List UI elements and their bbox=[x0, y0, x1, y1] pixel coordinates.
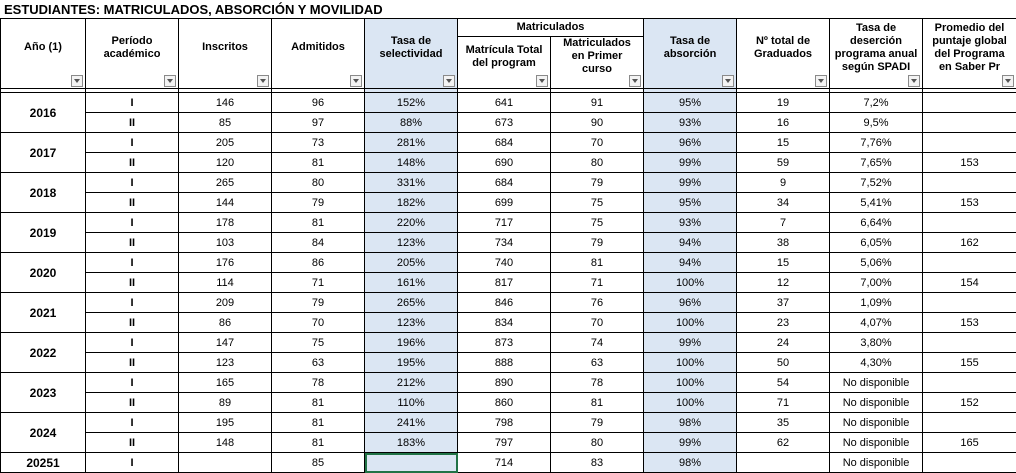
selectividad-cell[interactable]: 123% bbox=[365, 233, 458, 253]
inscritos-cell[interactable]: 178 bbox=[179, 213, 272, 233]
graduados-cell[interactable]: 23 bbox=[737, 313, 830, 333]
period-cell[interactable]: I bbox=[86, 213, 179, 233]
year-cell[interactable]: 2024 bbox=[1, 413, 86, 453]
selectividad-cell[interactable]: 212% bbox=[365, 373, 458, 393]
table-row bbox=[1, 193, 1016, 213]
filter-dropdown-icon[interactable] bbox=[164, 75, 176, 87]
header-inscritos[interactable]: Inscritos bbox=[179, 19, 272, 89]
inscritos-cell[interactable]: 89 bbox=[179, 393, 272, 413]
desercion-cell[interactable]: 3,80% bbox=[830, 333, 923, 353]
graduados-cell[interactable]: 12 bbox=[737, 273, 830, 293]
absorcion-cell[interactable]: 95% bbox=[644, 193, 737, 213]
graduados-cell[interactable]: 37 bbox=[737, 293, 830, 313]
year-cell[interactable]: 2019 bbox=[1, 213, 86, 253]
desercion-cell[interactable]: 7,76% bbox=[830, 133, 923, 153]
matricula-total-cell[interactable]: 684 bbox=[458, 173, 551, 193]
graduados-cell[interactable]: 15 bbox=[737, 253, 830, 273]
admitidos-cell[interactable]: 73 bbox=[272, 133, 365, 153]
inscritos-cell[interactable]: 265 bbox=[179, 173, 272, 193]
period-cell[interactable]: I bbox=[86, 253, 179, 273]
graduados-cell[interactable] bbox=[737, 453, 830, 473]
primer-curso-cell[interactable]: 76 bbox=[551, 293, 644, 313]
header-periodo[interactable]: Período académico bbox=[86, 19, 179, 89]
filter-dropdown-icon[interactable] bbox=[536, 75, 548, 87]
graduados-cell[interactable]: 15 bbox=[737, 133, 830, 153]
graduados-cell[interactable]: 54 bbox=[737, 373, 830, 393]
year-cell[interactable]: 2023 bbox=[1, 373, 86, 413]
primer-curso-cell[interactable]: 70 bbox=[551, 133, 644, 153]
period-cell[interactable]: I bbox=[86, 373, 179, 393]
primer-curso-cell[interactable]: 80 bbox=[551, 433, 644, 453]
period-cell[interactable]: I bbox=[86, 173, 179, 193]
table-row bbox=[1, 273, 1016, 293]
admitidos-cell[interactable]: 81 bbox=[272, 433, 365, 453]
header-admitidos[interactable]: Admitidos bbox=[272, 19, 365, 89]
selectividad-cell[interactable]: 123% bbox=[365, 313, 458, 333]
matricula-total-cell[interactable]: 714 bbox=[458, 453, 551, 473]
saber-pro-cell[interactable] bbox=[923, 113, 1016, 133]
admitidos-cell[interactable]: 78 bbox=[272, 373, 365, 393]
graduados-cell[interactable]: 38 bbox=[737, 233, 830, 253]
primer-curso-cell[interactable]: 83 bbox=[551, 453, 644, 473]
header-selectividad[interactable]: Tasa de selectividad bbox=[365, 19, 458, 89]
primer-curso-cell[interactable]: 90 bbox=[551, 113, 644, 133]
saber-pro-cell[interactable]: 154 bbox=[923, 273, 1016, 293]
saber-pro-cell[interactable]: 155 bbox=[923, 353, 1016, 373]
data-table bbox=[0, 18, 1016, 473]
matricula-total-cell[interactable]: 797 bbox=[458, 433, 551, 453]
graduados-cell[interactable]: 34 bbox=[737, 193, 830, 213]
filter-dropdown-icon[interactable] bbox=[908, 75, 920, 87]
matricula-total-cell[interactable]: 717 bbox=[458, 213, 551, 233]
admitidos-cell[interactable]: 81 bbox=[272, 413, 365, 433]
graduados-cell[interactable]: 9 bbox=[737, 173, 830, 193]
admitidos-cell[interactable]: 97 bbox=[272, 113, 365, 133]
primer-curso-cell[interactable]: 75 bbox=[551, 213, 644, 233]
selectividad-cell[interactable]: 281% bbox=[365, 133, 458, 153]
period-cell[interactable]: I bbox=[86, 293, 179, 313]
primer-curso-cell[interactable]: 78 bbox=[551, 373, 644, 393]
saber-pro-cell[interactable] bbox=[923, 133, 1016, 153]
inscritos-cell[interactable]: 147 bbox=[179, 333, 272, 353]
filter-dropdown-icon[interactable] bbox=[815, 75, 827, 87]
primer-curso-cell[interactable]: 75 bbox=[551, 193, 644, 213]
matricula-total-cell[interactable]: 873 bbox=[458, 333, 551, 353]
header-absorcion[interactable]: Tasa de absorción bbox=[644, 19, 737, 89]
graduados-cell[interactable]: 24 bbox=[737, 333, 830, 353]
matricula-total-cell[interactable]: 846 bbox=[458, 293, 551, 313]
table-row bbox=[1, 233, 1016, 253]
inscritos-cell[interactable]: 120 bbox=[179, 153, 272, 173]
graduados-cell[interactable]: 16 bbox=[737, 113, 830, 133]
saber-pro-cell[interactable]: 153 bbox=[923, 193, 1016, 213]
saber-pro-cell[interactable] bbox=[923, 373, 1016, 393]
graduados-cell[interactable]: 59 bbox=[737, 153, 830, 173]
inscritos-cell[interactable]: 209 bbox=[179, 293, 272, 313]
desercion-cell[interactable]: 7,2% bbox=[830, 93, 923, 113]
period-cell[interactable]: II bbox=[86, 353, 179, 373]
period-cell[interactable]: I bbox=[86, 93, 179, 113]
period-cell[interactable]: II bbox=[86, 433, 179, 453]
selectividad-cell[interactable]: 331% bbox=[365, 173, 458, 193]
table-row bbox=[1, 453, 1016, 473]
table-row bbox=[1, 433, 1016, 453]
admitidos-cell[interactable]: 81 bbox=[272, 393, 365, 413]
primer-curso-cell[interactable]: 81 bbox=[551, 393, 644, 413]
year-cell[interactable]: 2016 bbox=[1, 93, 86, 133]
inscritos-cell[interactable]: 86 bbox=[179, 313, 272, 333]
selectividad-cell[interactable]: 241% bbox=[365, 413, 458, 433]
admitidos-cell[interactable]: 63 bbox=[272, 353, 365, 373]
desercion-cell[interactable]: 6,64% bbox=[830, 213, 923, 233]
graduados-cell[interactable]: 71 bbox=[737, 393, 830, 413]
matricula-total-cell[interactable]: 690 bbox=[458, 153, 551, 173]
absorcion-cell[interactable]: 99% bbox=[644, 153, 737, 173]
admitidos-cell[interactable]: 80 bbox=[272, 173, 365, 193]
admitidos-cell[interactable]: 79 bbox=[272, 193, 365, 213]
saber-pro-cell[interactable] bbox=[923, 93, 1016, 113]
saber-pro-cell[interactable]: 162 bbox=[923, 233, 1016, 253]
desercion-cell[interactable]: 4,07% bbox=[830, 313, 923, 333]
filter-dropdown-icon[interactable] bbox=[257, 75, 269, 87]
desercion-cell[interactable]: No disponible bbox=[830, 433, 923, 453]
admitidos-cell[interactable]: 71 bbox=[272, 273, 365, 293]
saber-pro-cell[interactable] bbox=[923, 413, 1016, 433]
admitidos-cell[interactable]: 70 bbox=[272, 313, 365, 333]
inscritos-cell[interactable]: 123 bbox=[179, 353, 272, 373]
primer-curso-cell[interactable]: 80 bbox=[551, 153, 644, 173]
desercion-cell[interactable]: 4,30% bbox=[830, 353, 923, 373]
table-row bbox=[1, 153, 1016, 173]
primer-curso-cell[interactable]: 79 bbox=[551, 413, 644, 433]
header-matriculados-group: Matriculados bbox=[458, 19, 644, 37]
desercion-cell[interactable]: 1,09% bbox=[830, 293, 923, 313]
matricula-total-cell[interactable]: 734 bbox=[458, 233, 551, 253]
header-anio[interactable]: Año (1) bbox=[1, 19, 86, 89]
filter-dropdown-icon[interactable] bbox=[629, 75, 641, 87]
selectividad-cell[interactable]: 88% bbox=[365, 113, 458, 133]
desercion-cell[interactable]: 6,05% bbox=[830, 233, 923, 253]
absorcion-cell[interactable]: 100% bbox=[644, 373, 737, 393]
saber-pro-cell[interactable]: 165 bbox=[923, 433, 1016, 453]
inscritos-cell[interactable]: 146 bbox=[179, 93, 272, 113]
matricula-total-cell[interactable]: 641 bbox=[458, 93, 551, 113]
admitidos-cell[interactable]: 81 bbox=[272, 213, 365, 233]
inscritos-cell[interactable]: 103 bbox=[179, 233, 272, 253]
primer-curso-cell[interactable]: 79 bbox=[551, 233, 644, 253]
filter-dropdown-icon[interactable] bbox=[71, 75, 83, 87]
desercion-cell[interactable]: 9,5% bbox=[830, 113, 923, 133]
absorcion-cell[interactable]: 100% bbox=[644, 393, 737, 413]
desercion-cell[interactable]: 5,06% bbox=[830, 253, 923, 273]
selectividad-cell[interactable]: 195% bbox=[365, 353, 458, 373]
primer-curso-cell[interactable]: 74 bbox=[551, 333, 644, 353]
selectividad-cell[interactable]: 110% bbox=[365, 393, 458, 413]
year-cell[interactable]: 2017 bbox=[1, 133, 86, 173]
desercion-cell[interactable]: No disponible bbox=[830, 393, 923, 413]
header-matricula-total[interactable]: Matrícula Total del program bbox=[458, 37, 551, 89]
selectividad-cell[interactable]: 148% bbox=[365, 153, 458, 173]
absorcion-cell[interactable]: 99% bbox=[644, 433, 737, 453]
selectividad-cell[interactable]: 220% bbox=[365, 213, 458, 233]
filter-dropdown-icon[interactable] bbox=[1002, 75, 1014, 87]
selectividad-cell[interactable]: 265% bbox=[365, 293, 458, 313]
period-cell[interactable]: II bbox=[86, 393, 179, 413]
saber-pro-cell[interactable] bbox=[923, 173, 1016, 193]
absorcion-cell[interactable]: 95% bbox=[644, 93, 737, 113]
selectividad-cell[interactable]: 183% bbox=[365, 433, 458, 453]
inscritos-cell[interactable]: 85 bbox=[179, 113, 272, 133]
absorcion-cell[interactable]: 93% bbox=[644, 113, 737, 133]
saber-pro-cell[interactable] bbox=[923, 333, 1016, 353]
graduados-cell[interactable]: 35 bbox=[737, 413, 830, 433]
desercion-cell[interactable]: 7,00% bbox=[830, 273, 923, 293]
graduados-cell[interactable]: 19 bbox=[737, 93, 830, 113]
period-cell[interactable]: I bbox=[86, 453, 179, 473]
sheet-title: ESTUDIANTES: MATRICULADOS, ABSORCIÓN Y MOVILIDAD bbox=[4, 1, 383, 18]
year-cell[interactable]: 2018 bbox=[1, 173, 86, 213]
table-row bbox=[1, 173, 1016, 193]
header-primer-curso[interactable]: Matriculados en Primer curso bbox=[551, 37, 644, 89]
table-row bbox=[1, 413, 1016, 433]
matricula-total-cell[interactable]: 798 bbox=[458, 413, 551, 433]
period-cell[interactable]: II bbox=[86, 273, 179, 293]
table-row bbox=[1, 333, 1016, 353]
absorcion-cell[interactable]: 100% bbox=[644, 273, 737, 293]
saber-pro-cell[interactable] bbox=[923, 253, 1016, 273]
primer-curso-cell[interactable]: 81 bbox=[551, 253, 644, 273]
table-row bbox=[1, 93, 1016, 113]
matricula-total-cell[interactable]: 817 bbox=[458, 273, 551, 293]
period-cell[interactable]: I bbox=[86, 413, 179, 433]
selectividad-cell[interactable]: 152% bbox=[365, 93, 458, 113]
graduados-cell[interactable]: 50 bbox=[737, 353, 830, 373]
year-cell[interactable]: 2021 bbox=[1, 293, 86, 333]
matricula-total-cell[interactable]: 740 bbox=[458, 253, 551, 273]
header-graduados[interactable]: Nº total de Graduados bbox=[737, 19, 830, 89]
matricula-total-cell[interactable]: 860 bbox=[458, 393, 551, 413]
table-row bbox=[1, 253, 1016, 273]
year-cell[interactable]: 2020 bbox=[1, 253, 86, 293]
table-row bbox=[1, 113, 1016, 133]
desercion-cell[interactable]: No disponible bbox=[830, 373, 923, 393]
filter-dropdown-icon[interactable] bbox=[443, 75, 455, 87]
selectividad-cell[interactable]: 205% bbox=[365, 253, 458, 273]
inscritos-cell[interactable]: 144 bbox=[179, 193, 272, 213]
table-body bbox=[1, 89, 1016, 473]
inscritos-cell[interactable] bbox=[179, 453, 272, 473]
graduados-cell[interactable]: 62 bbox=[737, 433, 830, 453]
table-row bbox=[1, 213, 1016, 233]
matricula-total-cell[interactable]: 834 bbox=[458, 313, 551, 333]
absorcion-cell[interactable]: 99% bbox=[644, 333, 737, 353]
saber-pro-cell[interactable] bbox=[923, 213, 1016, 233]
saber-pro-cell[interactable]: 153 bbox=[923, 313, 1016, 333]
absorcion-cell[interactable]: 94% bbox=[644, 253, 737, 273]
absorcion-cell[interactable]: 96% bbox=[644, 293, 737, 313]
table-row bbox=[1, 313, 1016, 333]
absorcion-cell[interactable]: 98% bbox=[644, 413, 737, 433]
selectividad-cell[interactable]: 196% bbox=[365, 333, 458, 353]
admitidos-cell[interactable]: 79 bbox=[272, 293, 365, 313]
period-cell[interactable]: II bbox=[86, 153, 179, 173]
admitidos-cell[interactable]: 86 bbox=[272, 253, 365, 273]
year-cell[interactable]: 20251 bbox=[1, 453, 86, 473]
table-row bbox=[1, 373, 1016, 393]
period-cell[interactable]: II bbox=[86, 113, 179, 133]
saber-pro-cell[interactable] bbox=[923, 453, 1016, 473]
saber-pro-cell[interactable]: 152 bbox=[923, 393, 1016, 413]
table-row bbox=[1, 293, 1016, 313]
year-cell[interactable]: 2022 bbox=[1, 333, 86, 373]
header-desercion[interactable]: Tasa de deserción programa anual según SPADI bbox=[830, 19, 923, 89]
primer-curso-cell[interactable]: 79 bbox=[551, 173, 644, 193]
period-cell[interactable]: I bbox=[86, 333, 179, 353]
absorcion-cell[interactable]: 94% bbox=[644, 233, 737, 253]
absorcion-cell[interactable]: 99% bbox=[644, 173, 737, 193]
period-cell[interactable]: II bbox=[86, 313, 179, 333]
primer-curso-cell[interactable]: 70 bbox=[551, 313, 644, 333]
desercion-cell[interactable]: 7,52% bbox=[830, 173, 923, 193]
saber-pro-cell[interactable]: 153 bbox=[923, 153, 1016, 173]
desercion-cell[interactable]: 5,41% bbox=[830, 193, 923, 213]
filter-dropdown-icon[interactable] bbox=[722, 75, 734, 87]
inscritos-cell[interactable]: 114 bbox=[179, 273, 272, 293]
inscritos-cell[interactable]: 165 bbox=[179, 373, 272, 393]
admitidos-cell[interactable]: 96 bbox=[272, 93, 365, 113]
selectividad-cell[interactable]: 161% bbox=[365, 273, 458, 293]
admitidos-cell[interactable]: 85 bbox=[272, 453, 365, 473]
inscritos-cell[interactable]: 176 bbox=[179, 253, 272, 273]
inscritos-cell[interactable]: 195 bbox=[179, 413, 272, 433]
graduados-cell[interactable]: 7 bbox=[737, 213, 830, 233]
table-row bbox=[1, 393, 1016, 413]
period-cell[interactable]: II bbox=[86, 233, 179, 253]
admitidos-cell[interactable]: 84 bbox=[272, 233, 365, 253]
period-cell[interactable]: I bbox=[86, 133, 179, 153]
saber-pro-cell[interactable] bbox=[923, 293, 1016, 313]
matricula-total-cell[interactable]: 890 bbox=[458, 373, 551, 393]
desercion-cell[interactable]: No disponible bbox=[830, 453, 923, 473]
matricula-total-cell[interactable]: 673 bbox=[458, 113, 551, 133]
admitidos-cell[interactable]: 81 bbox=[272, 153, 365, 173]
header-saber-pro[interactable]: Promedio del puntaje global del Programa en Saber Pr bbox=[923, 19, 1016, 89]
absorcion-cell[interactable]: 93% bbox=[644, 213, 737, 233]
desercion-cell[interactable]: No disponible bbox=[830, 413, 923, 433]
table-row bbox=[1, 353, 1016, 373]
inscritos-cell[interactable]: 148 bbox=[179, 433, 272, 453]
admitidos-cell[interactable]: 75 bbox=[272, 333, 365, 353]
absorcion-cell[interactable]: 96% bbox=[644, 133, 737, 153]
matricula-total-cell[interactable]: 699 bbox=[458, 193, 551, 213]
filter-dropdown-icon[interactable] bbox=[350, 75, 362, 87]
primer-curso-cell[interactable]: 91 bbox=[551, 93, 644, 113]
desercion-cell[interactable]: 7,65% bbox=[830, 153, 923, 173]
primer-curso-cell[interactable]: 71 bbox=[551, 273, 644, 293]
table-row bbox=[1, 133, 1016, 153]
inscritos-cell[interactable]: 205 bbox=[179, 133, 272, 153]
absorcion-cell[interactable]: 100% bbox=[644, 353, 737, 373]
absorcion-cell[interactable]: 98% bbox=[644, 453, 737, 473]
period-cell[interactable]: II bbox=[86, 193, 179, 213]
primer-curso-cell[interactable]: 63 bbox=[551, 353, 644, 373]
selectividad-cell[interactable]: 182% bbox=[365, 193, 458, 213]
absorcion-cell[interactable]: 100% bbox=[644, 313, 737, 333]
matricula-total-cell[interactable]: 684 bbox=[458, 133, 551, 153]
matricula-total-cell[interactable]: 888 bbox=[458, 353, 551, 373]
selectividad-cell[interactable] bbox=[365, 453, 458, 473]
